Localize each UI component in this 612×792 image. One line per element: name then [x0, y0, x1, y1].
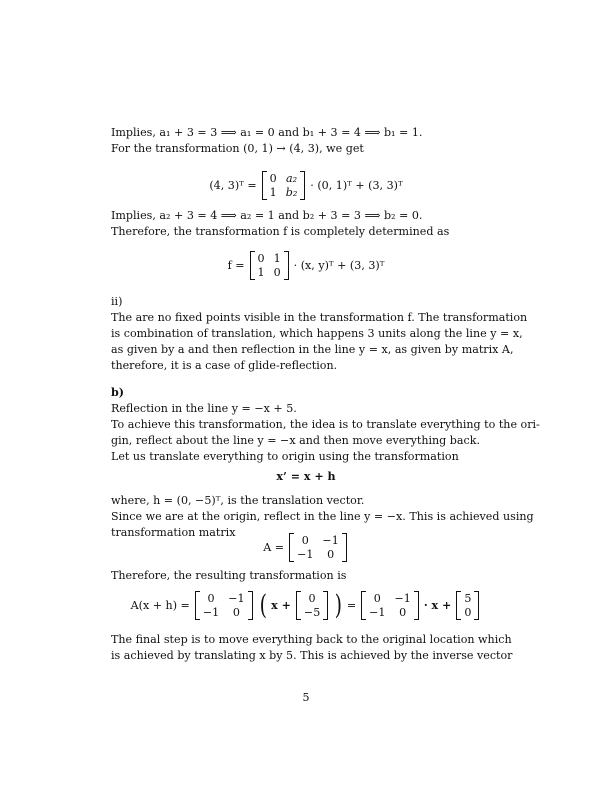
equation-1: [0, 171, 612, 200]
text-line: Implies, a₁ + 3 = 3 ⟹ a₁ = 0 and b₁ + 3 = 4 ⟹ b₁ = 1.: [111, 126, 423, 139]
matrix-entry: −1: [202, 605, 220, 619]
matrix-entry: 0: [269, 172, 277, 185]
equation-lhs: A(x + h) =: [130, 599, 190, 612]
matrix-entry: −1: [228, 592, 245, 605]
matrix-entry: a₂: [285, 172, 298, 185]
vector-entry: 5: [464, 592, 472, 605]
equation-3: x’ = x + h: [276, 470, 336, 483]
equation-term: x +: [271, 599, 291, 612]
matrix-entry: 0: [232, 605, 240, 619]
text-line: where, h = (0, −5)ᵀ, is the translation vector.: [111, 494, 365, 507]
equation-5: [0, 591, 612, 620]
matrix-entry: 0: [301, 534, 309, 547]
vector: [296, 591, 328, 620]
matrix: [195, 591, 253, 620]
text-line: is achieved by translating x by 5. This is achieved by the inverse vector: [111, 649, 513, 662]
matrix-entry: 0: [257, 252, 265, 265]
text-line: For the transformation (0, 1) → (4, 3), we get: [111, 142, 364, 155]
matrix-entry: −1: [297, 547, 314, 561]
vector: [456, 591, 479, 620]
matrix: [289, 533, 347, 562]
section-label: ii): [111, 295, 123, 308]
text-line: therefore, it is a case of glide-reflection.: [111, 359, 338, 372]
vector-entry: 0: [464, 605, 472, 619]
equation-rhs: · (x, y)ᵀ + (3, 3)ᵀ: [293, 259, 385, 272]
left-paren: (: [259, 590, 267, 621]
matrix-entry: −1: [394, 592, 411, 605]
section-heading: b): [111, 386, 125, 399]
equation-lhs: f =: [227, 259, 245, 272]
matrix-entry: 1: [269, 185, 277, 199]
matrix-entry: 1: [273, 252, 281, 265]
text-line: Implies, a₂ + 3 = 4 ⟹ a₂ = 1 and b₂ + 3 = 3 ⟹ b₂ = 0.: [111, 209, 423, 222]
equation-4: [0, 533, 612, 562]
matrix-entry: 1: [257, 265, 265, 279]
page-number: 5: [302, 691, 310, 704]
equation-2: [0, 251, 612, 280]
text-line: is combination of translation, which happens 3 units along the line y = x,: [111, 327, 523, 340]
matrix: [250, 251, 289, 280]
matrix-entry: −1: [322, 534, 339, 547]
vector-entry: −5: [303, 605, 321, 619]
text-line: Therefore, the resulting transformation is: [111, 569, 347, 582]
text-line: Therefore, the transformation f is completely determined as: [111, 225, 450, 238]
text-line: as given by a and then reflection in the line y = x, as given by matrix A,: [111, 343, 514, 356]
equation-lhs: A =: [263, 541, 285, 554]
matrix-entry: 0: [373, 592, 381, 605]
matrix: [262, 171, 306, 200]
vector-entry: 0: [308, 592, 316, 605]
matrix-entry: 0: [327, 547, 335, 561]
matrix-entry: b₂: [285, 185, 298, 199]
matrix-entry: 0: [399, 605, 407, 619]
text-line: gin, reflect about the line y = −x and then move everything back.: [111, 434, 480, 447]
text-line: Reflection in the line y = −x + 5.: [111, 402, 297, 415]
matrix-entry: 0: [273, 265, 281, 279]
text-line: The are no fixed points visible in the transformation f. The transformation: [111, 311, 528, 324]
text-line: transformation matrix: [111, 526, 236, 539]
equation-rhs: · (0, 1)ᵀ + (3, 3)ᵀ: [310, 179, 403, 192]
equation-lhs: (4, 3)ᵀ =: [209, 179, 257, 192]
text-line: The final step is to move everything back to the original location which: [111, 633, 512, 646]
matrix: [361, 591, 419, 620]
text-line: To achieve this transformation, the idea is to translate everything to the ori-: [111, 418, 540, 431]
text-line: Since we are at the origin, reflect in the line y = −x. This is achieved using: [111, 510, 534, 523]
right-paren: ): [334, 590, 343, 621]
matrix-entry: −1: [369, 605, 386, 619]
equation-term: · x +: [423, 599, 452, 612]
text-line: Let us translate everything to origin using the transformation: [111, 450, 459, 463]
matrix-entry: 0: [207, 592, 215, 605]
equals-sign: =: [346, 599, 357, 612]
